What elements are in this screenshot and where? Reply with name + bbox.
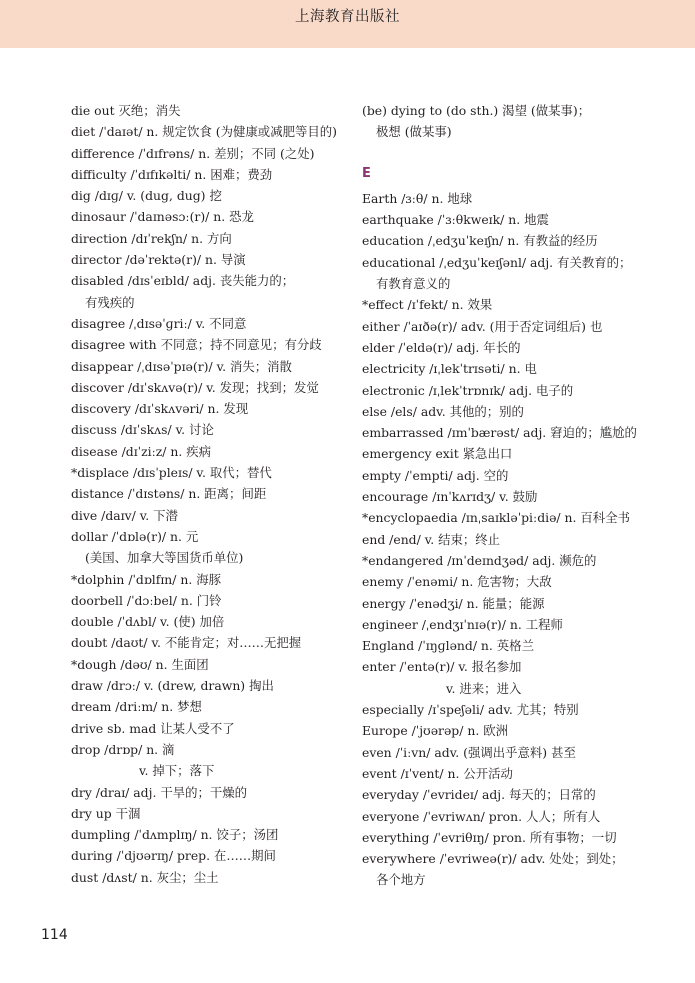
- glossary-entry: doubt /daʊt/ v. 不能肯定；对……无把握: [71, 635, 302, 651]
- glossary-entry: else /els/ adv. 其他的；别的: [362, 403, 524, 419]
- glossary-entry: dream /driːm/ n. 梦想: [71, 699, 202, 715]
- glossary-entry: education /ˌedʒuˈkeɪʃn/ n. 有教益的经历: [362, 233, 598, 249]
- glossary-entry: doorbell /ˈdɔːbel/ n. 门铃: [71, 592, 222, 608]
- glossary-entry: direction /dɪˈrekʃn/ n. 方向: [71, 230, 232, 246]
- glossary-entry: dry up 干涸: [71, 805, 141, 821]
- glossary-entry: difficulty /ˈdɪfɪkəlti/ n. 困难；费劲: [71, 166, 273, 182]
- glossary-entry: disabled /dɪsˈeɪbld/ adj. 丧失能力的；: [71, 273, 295, 289]
- section-letter-heading: E: [362, 165, 371, 181]
- glossary-entry: *displace /dɪsˈpleɪs/ v. 取代；替代: [71, 465, 272, 481]
- glossary-entry: engineer /ˌendʒɪˈnɪə(r)/ n. 工程师: [362, 616, 563, 632]
- glossary-entry: dig /dɪɡ/ v. (dug, dug) 挖: [71, 188, 222, 204]
- glossary-entry: (be) dying to (do sth.) 渴望 (做某事)；: [362, 103, 591, 118]
- glossary-entry-continuation: 有教育意义的: [376, 276, 451, 292]
- glossary-entry: everyday /ˈevrideɪ/ adj. 每天的；日常的: [362, 787, 596, 803]
- glossary-entry: draw /drɔː/ v. (drew, drawn) 掏出: [71, 678, 274, 694]
- glossary-entry: disease /dɪˈziːz/ n. 疾病: [71, 443, 212, 459]
- glossary-entry-continuation: 各个地方: [376, 872, 426, 888]
- glossary-entry: everything /ˈevriθɪŋ/ pron. 所有事物；一切: [362, 829, 617, 845]
- glossary-entry: dive /daɪv/ v. 下潜: [71, 507, 178, 523]
- glossary-entry: end /end/ v. 结束；终止: [362, 531, 501, 547]
- glossary-entry-continuation: v. 进来；进入: [446, 680, 522, 696]
- glossary-entry: especially /ɪˈspeʃəli/ adv. 尤其；特别: [362, 702, 579, 718]
- glossary-entry: dollar /ˈdɒlə(r)/ n. 元: [71, 528, 199, 544]
- glossary-entry: dust /dʌst/ n. 灰尘；尘土: [71, 869, 219, 885]
- glossary-entry: England /ˈɪŋɡlənd/ n. 英格兰: [362, 638, 534, 654]
- glossary-entry: *encyclopaedia /ɪnˌsaɪkləˈpiːdiə/ n. 百科全书: [362, 510, 630, 526]
- glossary-entry: Earth /ɜːθ/ n. 地球: [362, 190, 473, 206]
- glossary-entry: event /ɪˈvent/ n. 公开活动: [362, 765, 513, 781]
- glossary-entry-continuation: 极想 (做某事): [376, 124, 452, 140]
- glossary-entry: even /ˈiːvn/ adv. (强调出乎意料) 甚至: [362, 744, 576, 760]
- glossary-entry: *dolphin /ˈdɒlfɪn/ n. 海豚: [71, 571, 222, 587]
- glossary-entry-continuation: (美国、加拿大等国货币单位): [85, 550, 244, 566]
- glossary-entry: Europe /ˈjʊərəp/ n. 欧洲: [362, 723, 508, 739]
- glossary-entry: dumpling /ˈdʌmplɪŋ/ n. 饺子；汤团: [71, 827, 279, 843]
- glossary-right-column: [362, 100, 652, 891]
- glossary-entry: double /ˈdʌbl/ v. (使) 加倍: [71, 614, 225, 630]
- glossary-entry-continuation: v. 掉下；落下: [139, 763, 215, 779]
- glossary-entry: energy /ˈenədʒi/ n. 能量；能源: [362, 595, 545, 611]
- glossary-entry: dry /draɪ/ adj. 干旱的；干燥的: [71, 784, 248, 800]
- glossary-entry: enemy /ˈenəmi/ n. 危害物；大敌: [362, 574, 552, 590]
- glossary-entry: either /ˈaɪðə(r)/ adv. (用于否定词组后) 也: [362, 318, 603, 334]
- glossary-entry: die out 灭绝；消失: [71, 103, 181, 118]
- glossary-entry: disappear /ˌdɪsəˈpɪə(r)/ v. 消失；消散: [71, 358, 292, 374]
- publisher-header-bar: [0, 0, 695, 48]
- glossary-entry: diet /ˈdaɪət/ n. 规定饮食 (为健康或减肥等目的): [71, 124, 337, 140]
- glossary-entry-continuation: 有残疾的: [85, 294, 135, 310]
- glossary-entry: enter /ˈentə(r)/ v. 报名参加: [362, 659, 522, 675]
- glossary-entry: drop /drɒp/ n. 滴: [71, 741, 175, 757]
- glossary-entry: discover /dɪˈskʌvə(r)/ v. 发现；找到；发觉: [71, 379, 319, 395]
- glossary-entry: electricity /ɪˌlekˈtrɪsəti/ n. 电: [362, 361, 537, 377]
- glossary-entry: empty /ˈempti/ adj. 空的: [362, 467, 509, 483]
- glossary-entry: drive sb. mad 让某人受不了: [71, 720, 235, 736]
- publisher-title: 上海教育出版社: [295, 9, 400, 25]
- glossary-entry: educational /ˌedʒuˈkeɪʃənl/ adj. 有关教育的；: [362, 254, 632, 270]
- glossary-entry: *effect /ɪˈfekt/ n. 效果: [362, 297, 493, 313]
- glossary-entry: *dough /dəʊ/ n. 生面团: [71, 656, 209, 672]
- glossary-entry: everywhere /ˈevriweə(r)/ adv. 处处；到处；: [362, 851, 624, 867]
- glossary-entry: discovery /dɪˈskʌvəri/ n. 发现: [71, 401, 249, 417]
- glossary-entry: dinosaur /ˈdaɪnəsɔː(r)/ n. 恐龙: [71, 209, 254, 225]
- glossary-left-column: [71, 100, 337, 888]
- glossary-entry: electronic /ɪˌlekˈtrɒnɪk/ adj. 电子的: [362, 382, 574, 398]
- glossary-entry: everyone /ˈevriwʌn/ pron. 人人；所有人: [362, 808, 601, 824]
- page-number: 114: [41, 927, 68, 943]
- glossary-entry: embarrassed /ɪmˈbærəst/ adj. 窘迫的；尴尬的: [362, 425, 637, 441]
- glossary-entry: difference /ˈdɪfrəns/ n. 差别；不同 (之处): [71, 145, 315, 161]
- glossary-entry: elder /ˈeldə(r)/ adj. 年长的: [362, 339, 521, 355]
- glossary-entry: disagree /ˌdɪsəˈɡriː/ v. 不同意: [71, 315, 247, 331]
- glossary-entry: discuss /dɪˈskʌs/ v. 讨论: [71, 422, 214, 438]
- glossary-entry: *endangered /ɪnˈdeɪndʒəd/ adj. 濒危的: [362, 552, 597, 568]
- glossary-entry: distance /ˈdɪstəns/ n. 距离；间距: [71, 486, 267, 502]
- glossary-entry: director /dəˈrektə(r)/ n. 导演: [71, 252, 246, 268]
- glossary-entry: encourage /ɪnˈkʌrɪdʒ/ v. 鼓励: [362, 489, 538, 505]
- glossary-entry: disagree with 不同意；持不同意见；有分歧: [71, 337, 322, 353]
- glossary-entry: during /ˈdjʊərɪŋ/ prep. 在……期间: [71, 848, 276, 864]
- glossary-entry: emergency exit 紧急出口: [362, 446, 513, 462]
- glossary-entry: earthquake /ˈɜːθkweɪk/ n. 地震: [362, 212, 549, 228]
